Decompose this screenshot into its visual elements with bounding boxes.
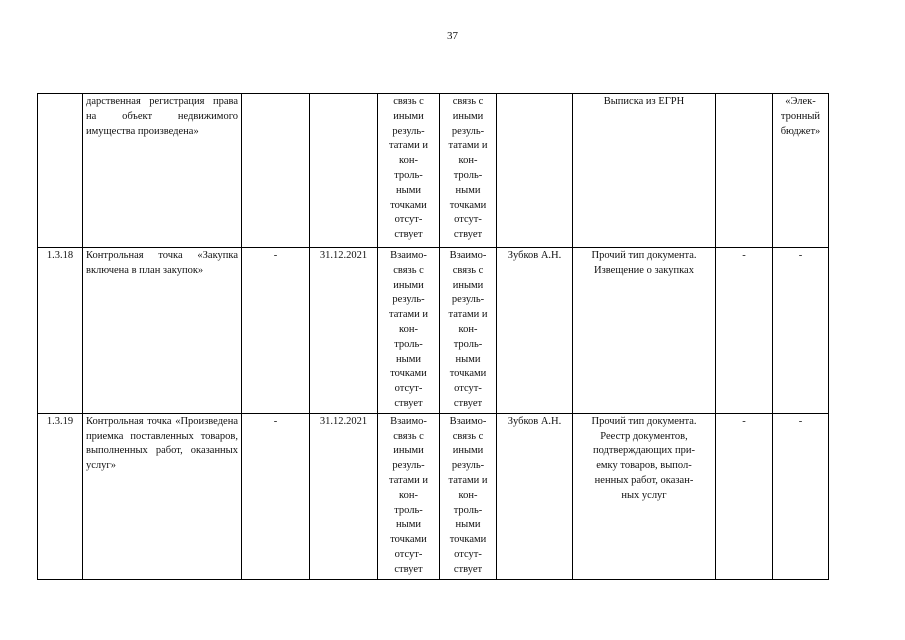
control-points-table xyxy=(37,93,829,580)
predecessor-cell: Взаимо- связь с иными резуль- татами и кон- троль- ными точками отсут- ствует xyxy=(378,413,440,579)
level-cell xyxy=(716,94,773,248)
document-type-cell: Прочий тип документа. Извещение о закупках xyxy=(573,248,716,414)
control-point-name-cell: дарственная регистрация права на объект недвижимого имущества произведена» xyxy=(83,94,242,248)
table-row xyxy=(38,413,829,579)
row-number-cell: 1.3.18 xyxy=(38,248,83,414)
document-type-cell: Прочий тип документа. Реестр документов, подтверждающих при- емку товаров, выпол- ненных работ, оказан- ных услуг xyxy=(573,413,716,579)
predecessor-cell: связь с иными резуль- татами и кон- троль- ными точками отсут- ствует xyxy=(378,94,440,248)
end-date-cell: 31.12.2021 xyxy=(310,413,378,579)
end-date-cell: 31.12.2021 xyxy=(310,248,378,414)
row-number-cell: 1.3.19 xyxy=(38,413,83,579)
start-date-cell: - xyxy=(242,248,310,414)
responsible-cell xyxy=(497,94,573,248)
start-date-cell xyxy=(242,94,310,248)
table-row xyxy=(38,94,829,248)
info-system-cell: - xyxy=(773,413,829,579)
successor-cell: Взаимо- связь с иными резуль- татами и кон- троль- ными точками отсут- ствует xyxy=(440,413,497,579)
successor-cell: связь с иными резуль- татами и кон- троль- ными точками отсут- ствует xyxy=(440,94,497,248)
end-date-cell xyxy=(310,94,378,248)
info-system-cell: - xyxy=(773,248,829,414)
document-type-cell: Выписка из ЕГРН xyxy=(573,94,716,248)
row-number-cell xyxy=(38,94,83,248)
table-row xyxy=(38,248,829,414)
start-date-cell: - xyxy=(242,413,310,579)
page-number: 37 xyxy=(447,30,458,42)
level-cell: - xyxy=(716,248,773,414)
predecessor-cell: Взаимо- связь с иными резуль- татами и кон- троль- ными точками отсут- ствует xyxy=(378,248,440,414)
level-cell: - xyxy=(716,413,773,579)
info-system-cell: «Элек- тронный бюджет» xyxy=(773,94,829,248)
responsible-cell: Зубков А.Н. xyxy=(497,413,573,579)
successor-cell: Взаимо- связь с иными резуль- татами и кон- троль- ными точками отсут- ствует xyxy=(440,248,497,414)
responsible-cell: Зубков А.Н. xyxy=(497,248,573,414)
control-point-name-cell: Контрольная точка «Закупка включена в план закупок» xyxy=(83,248,242,414)
control-point-name-cell: Контрольная точка «Произведена приемка поставленных товаров, выполненных работ, оказанных услуг» xyxy=(83,413,242,579)
